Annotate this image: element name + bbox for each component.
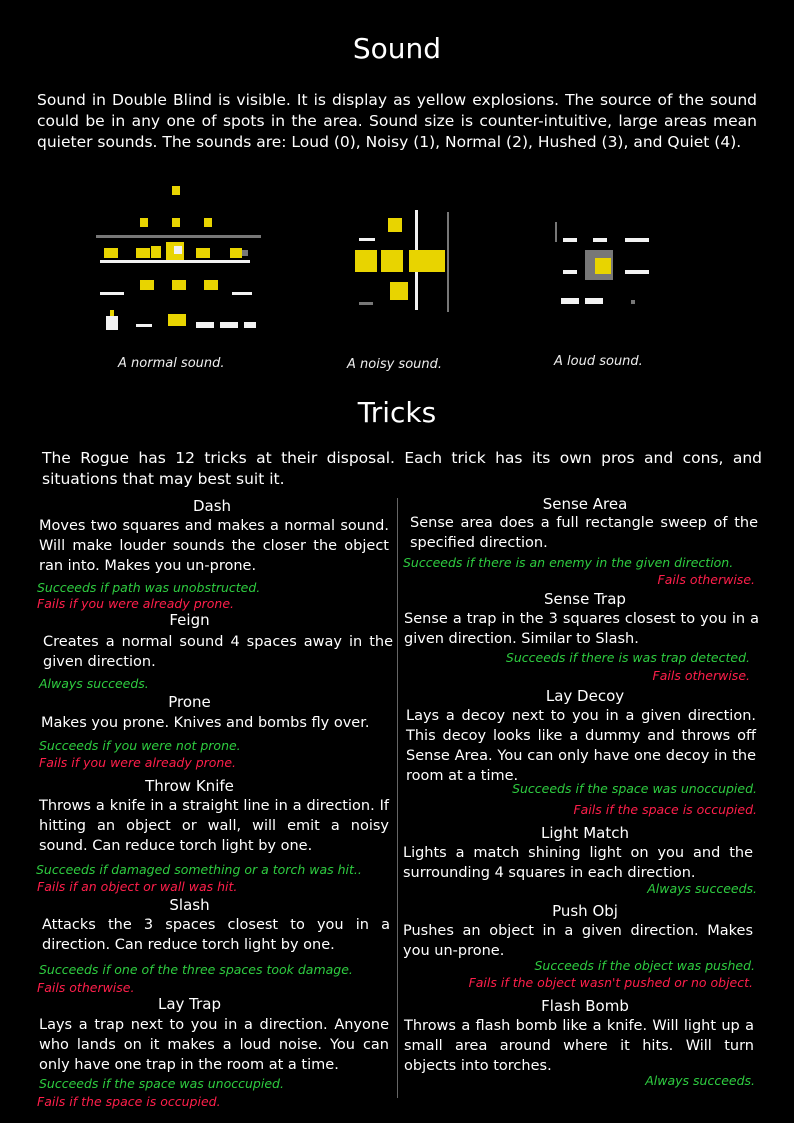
- trick-name-dash: Dash: [192, 497, 232, 515]
- trick-success-push-obj: Succeeds if the object was pushed.: [534, 958, 755, 973]
- trick-desc-lay-decoy: Lays a decoy next to you in a given direction. This decoy looks like a dummy and throws off Sense Area. You can only have one decoy in the room at a time.: [406, 708, 756, 784]
- normal-sound-caption: A normal sound.: [118, 356, 225, 371]
- trick-desc-light-match: Lights a match shining light on you and the surrounding 4 squares in each direction.: [403, 845, 753, 881]
- normal-sound-figure: [96, 180, 266, 345]
- column-divider: [397, 498, 398, 1098]
- trick-desc-dash: Moves two squares and makes a normal sound. Will make louder sounds the closer the object ran into. Makes you un-prone.: [39, 518, 389, 574]
- trick-success-flash-bomb: Always succeeds.: [645, 1073, 755, 1088]
- tricks-intro: The Rogue has 12 tricks at their disposal. Each trick has its own pros and cons, and situations that may best suit it.: [42, 449, 762, 488]
- trick-fail-sense-area: Fails otherwise.: [657, 572, 755, 587]
- trick-fail-sense-trap: Fails otherwise.: [652, 668, 750, 683]
- trick-name-sense-area: Sense Area: [542, 495, 628, 513]
- trick-fail-prone: Fails if you were already prone.: [39, 755, 237, 770]
- trick-fail-lay-trap: Fails if the space is occupied.: [37, 1094, 221, 1109]
- trick-fail-lay-decoy: Fails if the space is occupied.: [573, 802, 757, 817]
- trick-success-throw-knife: Succeeds if damaged something or a torch was hit..: [36, 862, 362, 877]
- trick-desc-prone: Makes you prone. Knives and bombs fly over.: [41, 715, 370, 731]
- noisy-sound-figure: [355, 210, 455, 315]
- sound-paragraph: Sound in Double Blind is visible. It is display as yellow explosions. The source of the sound could be in any one of spots in the area. Sound size is counter-intuitive, large areas mean quieter sounds. The sounds are: Loud (0), Noisy (1), Normal (2), Hushed (3), and Quiet (4).: [37, 91, 757, 151]
- trick-name-slash: Slash: [169, 896, 210, 914]
- trick-name-light-match: Light Match: [541, 824, 629, 842]
- trick-fail-push-obj: Fails if the object wasn't pushed or no object.: [468, 975, 753, 990]
- trick-desc-throw-knife: Throws a knife in a straight line in a direction. If hitting an object or wall, will emit a noisy sound. Can reduce torch light by one.: [39, 798, 389, 854]
- trick-success-light-match: Always succeeds.: [647, 881, 757, 896]
- trick-name-sense-trap: Sense Trap: [544, 590, 626, 608]
- sound-explosion-icon: [355, 210, 449, 312]
- trick-name-push-obj: Push Obj: [552, 902, 618, 920]
- trick-success-feign: Always succeeds.: [39, 676, 149, 691]
- trick-desc-feign: Creates a normal sound 4 spaces away in the given direction.: [43, 634, 393, 670]
- trick-fail-dash: Fails if you were already prone.: [37, 596, 235, 611]
- trick-name-prone: Prone: [168, 693, 211, 711]
- trick-fail-slash: Fails otherwise.: [37, 980, 135, 995]
- trick-desc-sense-trap: Sense a trap in the 3 squares closest to you in a given direction. Similar to Slash.: [404, 611, 759, 647]
- trick-name-throw-knife: Throw Knife: [145, 777, 234, 795]
- tricks-heading: Tricks: [357, 396, 437, 429]
- trick-success-lay-decoy: Succeeds if the space was unoccupied.: [512, 781, 757, 796]
- trick-name-flash-bomb: Flash Bomb: [541, 997, 629, 1015]
- trick-success-slash: Succeeds if one of the three spaces took damage.: [39, 962, 353, 977]
- trick-name-lay-trap: Lay Trap: [157, 995, 222, 1013]
- trick-success-prone: Succeeds if you were not prone.: [39, 738, 241, 753]
- loud-sound-figure: [555, 220, 660, 310]
- trick-success-lay-trap: Succeeds if the space was unoccupied.: [39, 1076, 284, 1091]
- sound-heading: Sound: [352, 32, 442, 65]
- trick-success-sense-area: Succeeds if there is an enemy in the given direction.: [403, 555, 734, 570]
- trick-success-sense-trap: Succeeds if there is was trap detected.: [505, 650, 750, 665]
- sound-explosion-icon: [96, 186, 261, 330]
- trick-desc-sense-area: Sense area does a full rectangle sweep of the specified direction.: [410, 515, 758, 551]
- trick-desc-push-obj: Pushes an object in a given direction. Makes you un-prone.: [403, 923, 753, 959]
- trick-desc-slash: Attacks the 3 spaces closest to you in a direction. Can reduce torch light by one.: [42, 917, 390, 953]
- trick-success-dash: Succeeds if path was unobstructed.: [37, 580, 261, 595]
- noisy-sound-caption: A noisy sound.: [347, 357, 443, 372]
- trick-name-lay-decoy: Lay Decoy: [545, 687, 625, 705]
- loud-sound-caption: A loud sound.: [554, 354, 643, 369]
- trick-name-feign: Feign: [169, 611, 210, 629]
- trick-fail-throw-knife: Fails if an object or wall was hit.: [37, 879, 238, 894]
- trick-desc-flash-bomb: Throws a flash bomb like a knife. Will light up a small area around where it hits. Will turn objects into torches.: [404, 1018, 754, 1074]
- sound-explosion-icon: [555, 222, 649, 304]
- trick-desc-lay-trap: Lays a trap next to you in a direction. Anyone who lands on it makes a loud noise. You can only have one trap in the room at a time.: [39, 1017, 389, 1073]
